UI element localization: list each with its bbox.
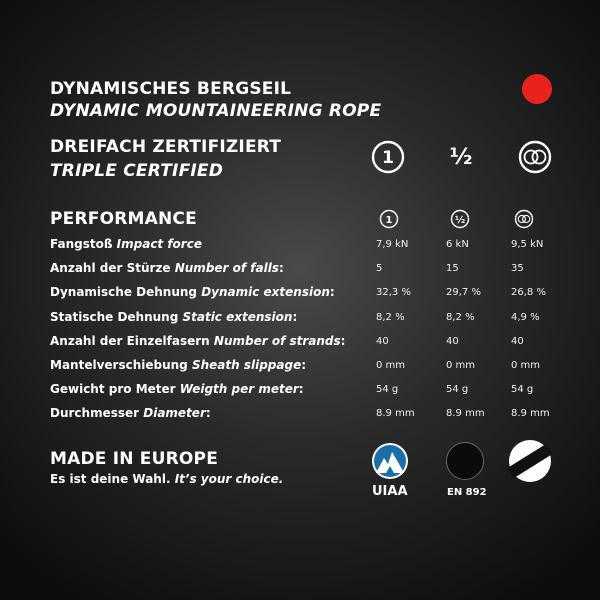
row-label-colon: : [292,310,298,324]
performance-value: 40 [446,336,459,347]
row-label-en: Sheath slippage [191,358,302,372]
performance-value: 9,5 kN [511,239,544,250]
choice-tagline-en: It’s your choice. [174,472,284,486]
france-label: FRANCE [515,447,545,471]
row-label-colon: : [301,358,307,372]
performance-row-label [50,261,284,275]
twin-rope-icon [514,209,534,229]
performance-value: 6 kN [446,239,469,250]
row-label-de: Durchmesser [50,406,144,420]
single-rope-icon [371,140,405,174]
performance-value: 40 [376,336,389,347]
performance-value: 35 [511,263,524,274]
performance-value: 8,2 % [376,312,405,323]
title-de: DYNAMISCHES BERGSEIL [50,79,292,99]
performance-value: 54 g [446,384,469,395]
row-label-de: Statische Dehnung [50,310,183,324]
svg-text:½: ½ [454,215,466,226]
performance-row-label [50,358,306,372]
row-label-en: Diameter [143,406,206,420]
row-label-de: Anzahl der Stürze [50,261,175,275]
row-label-en: Number of strands [213,334,341,348]
performance-value: 15 [446,263,459,274]
performance-value: 54 g [376,384,399,395]
performance-value: 8.9 mm [446,408,485,419]
performance-heading: PERFORMANCE [50,209,197,229]
red-dot-icon [522,74,552,104]
row-label-de: Dynamische Dehnung [50,285,202,299]
performance-row-label [50,382,304,396]
performance-value: 5 [376,263,383,274]
row-label-colon: : [278,261,284,275]
row-label-en: Impact force [116,237,202,251]
row-label-en: Dynamic extension [201,285,330,299]
twin-rope-icon [518,140,552,174]
performance-value: 29,7 % [446,287,481,298]
performance-row-label [50,334,345,348]
row-label-colon: : [298,382,304,396]
performance-value: 8.9 mm [511,408,550,419]
svg-text:1: 1 [385,215,393,226]
row-label-de: Gewicht pro Meter [50,382,180,396]
performance-value: 4,9 % [511,312,540,323]
uiaa-logo-icon [370,440,410,482]
performance-value: 0 mm [376,360,406,371]
performance-row-label [50,310,297,324]
performance-value: 0 mm [446,360,476,371]
half-rope-icon [450,209,470,229]
row-label-colon: : [205,406,211,420]
performance-row-label [50,237,202,251]
performance-value: 32,3 % [376,287,411,298]
performance-value: 26,8 % [511,287,546,298]
cert-title-en: TRIPLE CERTIFIED [50,161,224,181]
en-892-label: EN 892 [447,487,487,498]
performance-row-label [50,406,211,420]
performance-value: 8.9 mm [376,408,415,419]
uiaa-label: UIAA [372,484,408,499]
performance-value: 54 g [511,384,534,395]
row-label-de: Mantelverschiebung [50,358,192,372]
row-label-colon: : [329,285,335,299]
title-en: DYNAMIC MOUNTAINEERING ROPE [50,101,382,121]
row-label-en: Static extension [182,310,293,324]
row-label-en: Number of falls [174,261,279,275]
row-label-de: Fangstoß [50,237,117,251]
performance-value: 8,2 % [446,312,475,323]
cert-title-de: DREIFACH ZERTIFIZIERT [50,137,282,157]
choice-tagline [50,472,283,486]
performance-row-label [50,285,335,299]
row-label-de: Anzahl der Einzelfasern [50,334,214,348]
choice-tagline-de: Es ist deine Wahl. [50,472,175,486]
france-badge [509,440,551,482]
row-label-en: Weigth per meter [179,382,299,396]
made-in-europe: MADE IN EUROPE [50,449,219,469]
svg-text:1: 1 [382,148,394,168]
svg-text:½: ½ [449,145,473,170]
performance-value: 7,9 kN [376,239,409,250]
performance-value: 0 mm [511,360,541,371]
row-label-colon: : [340,334,346,348]
en-892-circle [446,442,484,480]
half-rope-icon [444,140,478,174]
performance-value: 40 [511,336,524,347]
single-rope-icon [379,209,399,229]
